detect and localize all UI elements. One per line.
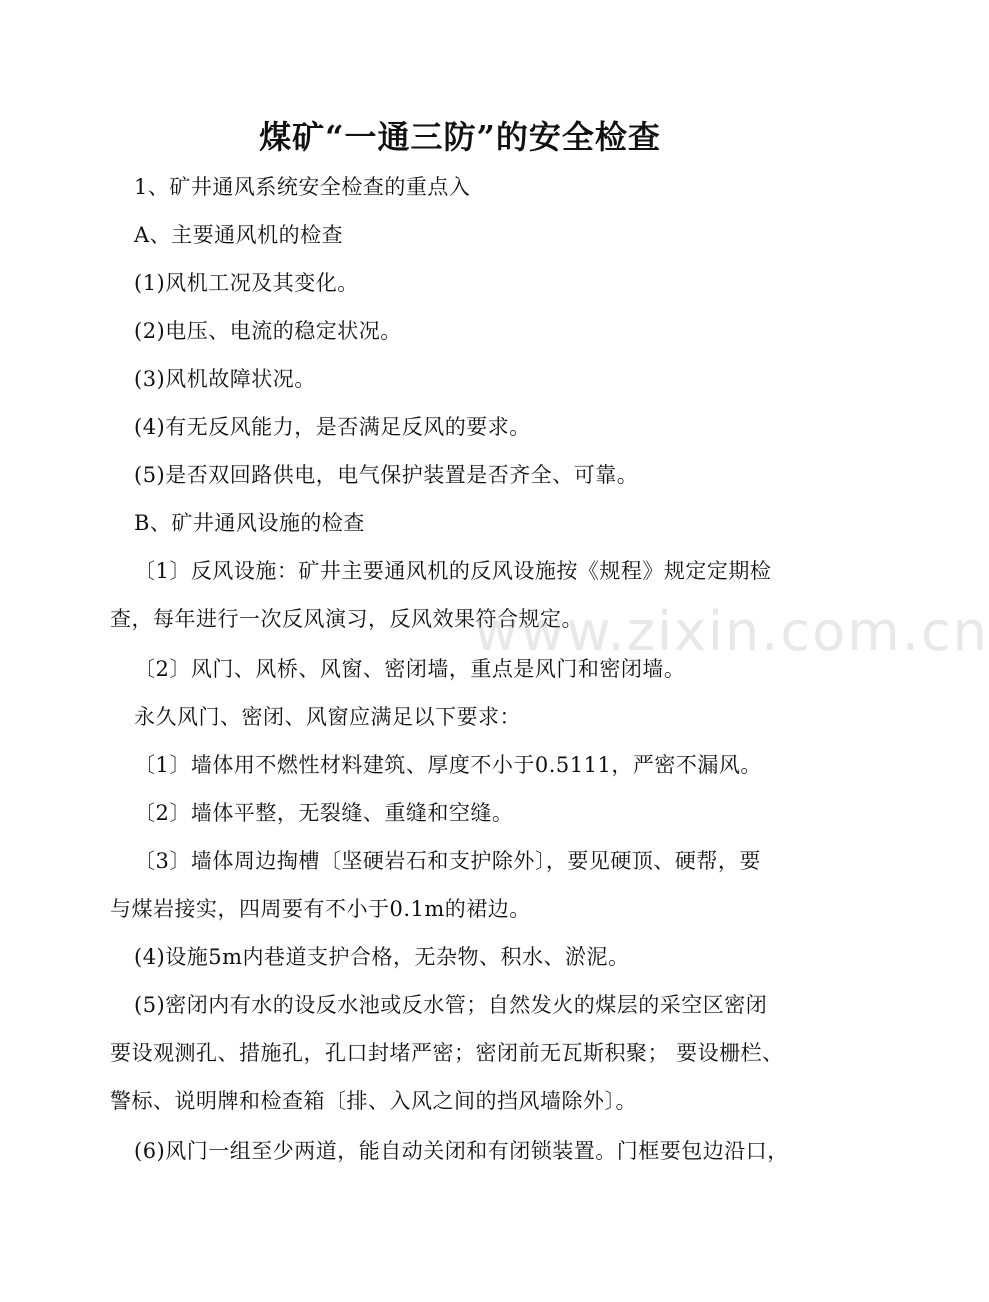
list-item: (5)密闭内有水的设反水池或反水管；自然发火的煤层的采空区密闭 — [134, 993, 768, 1017]
paragraph-line: 与煤岩接实，四周要有不小于0.1m的裙边。 — [110, 897, 531, 921]
list-item: 〔1〕墙体用不燃性材料建筑、厚度不小于0.5111，严密不漏风。 — [134, 753, 762, 777]
paragraph-line: 警标、说明牌和检查箱〔排、入风之间的挡风墙除外〕。 — [110, 1089, 637, 1113]
paragraph-line: 永久风门、密闭、风窗应满足以下要求： — [134, 705, 521, 729]
document-title: 煤矿“一通三防”的安全检查 — [259, 118, 661, 156]
list-item: (1)风机工况及其变化。 — [134, 271, 359, 295]
list-item: (6)风门一组至少两道，能自动关闭和有闭锁装置。门框要包边沿口， — [134, 1139, 789, 1163]
list-item: (2)电压、电流的稳定状况。 — [134, 319, 402, 343]
paragraph-line: 要设观测孔、措施孔，孔口封堵严密；密闭前无瓦斯积聚； 要设栅栏、 — [110, 1041, 784, 1065]
list-item: (4)有无反风能力，是否满足反风的要求。 — [134, 415, 531, 439]
list-item: (5)是否双回路供电，电气保护装置是否齐全、可靠。 — [134, 463, 639, 487]
paragraph-line: 〔1〕反风设施：矿井主要通风机的反风设施按《规程》规定定期检 — [134, 559, 772, 583]
list-item: 〔2〕墙体平整，无裂缝、重缝和空缝。 — [134, 801, 514, 825]
subsection-heading-b: B、矿井通风设施的检查 — [134, 511, 365, 535]
list-item: (3)风机故障状况。 — [134, 367, 316, 391]
paragraph-line: 查，每年进行一次反风演习，反风效果符合规定。 — [110, 607, 583, 631]
section-heading-1: 1、矿井通风系统安全检查的重点入 — [134, 175, 471, 199]
list-item: 〔3〕墙体周边掏槽〔坚硬岩石和支护除外〕，要见硬顶、硬帮，要 — [134, 849, 761, 873]
watermark-text: www.zixin.com.cn — [474, 600, 989, 663]
subsection-heading-a: A、主要通风机的检查 — [134, 223, 344, 247]
paragraph-line: 〔2〕风门、风桥、风窗、密闭墙，重点是风门和密闭墙。 — [134, 657, 686, 681]
list-item: (4)设施5m内巷道支护合格，无杂物、积水、淤泥。 — [134, 945, 630, 969]
